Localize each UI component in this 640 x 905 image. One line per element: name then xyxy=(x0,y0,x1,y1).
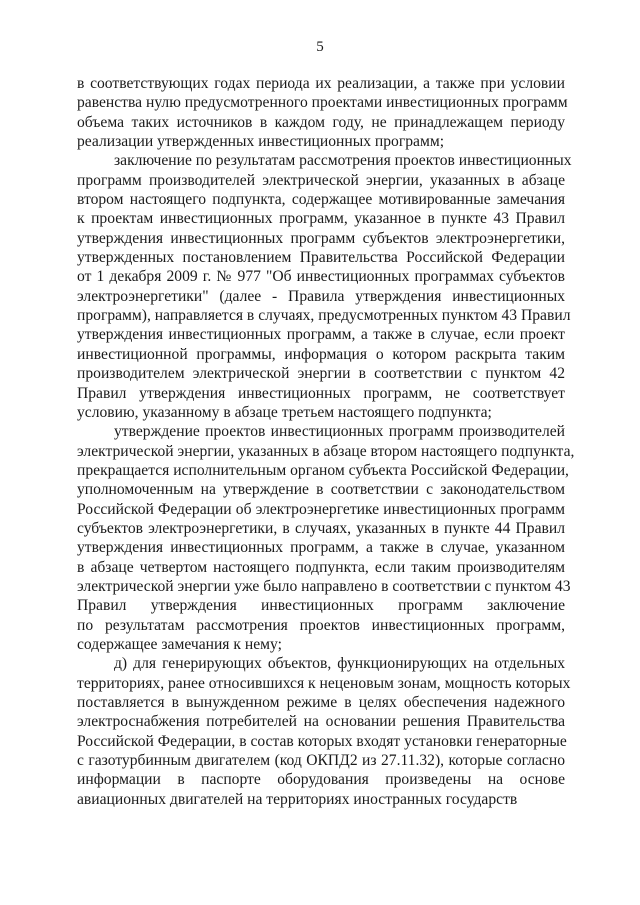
text-line: утверждение проектов инвестиционных программ производителей xyxy=(114,423,565,441)
text-line: программ), направляется в случаях, предусмотренных пунктом 43 Правил xyxy=(77,307,571,325)
paragraph-p2 xyxy=(77,151,572,422)
text-line: утверждения инвестиционных программ, а также в случае, указанном xyxy=(77,539,565,557)
text-line: электрической энергии, указанных в абзаце втором настоящего подпункта, xyxy=(77,442,575,460)
text-line: от 1 декабря 2009 г. № 977 "Об инвестиционных программах субъектов xyxy=(77,268,565,286)
text-line: поставляется в вынужденном режиме в целях обеспечения надежного xyxy=(77,694,565,711)
text-line: программ производителей электрической энергии, указанных в абзаце xyxy=(77,171,565,189)
paragraph-p4 xyxy=(77,654,571,809)
text-line: утвержденных постановлением Правительства Российской Федерации xyxy=(77,249,565,267)
text-line: Российской Федерации, в состав которых входят установки генераторные xyxy=(77,732,567,750)
text-line: Правил утверждения инвестиционных программ, не соответствует xyxy=(77,384,565,402)
text-line: по результатам рассмотрения проектов инвестиционных программ, xyxy=(77,616,565,634)
page-number: 5 xyxy=(316,39,324,55)
text-line: заключение по результатам рассмотрения проектов инвестиционных xyxy=(114,152,572,170)
text-line: электрической энергии уже было направлено в соответствии с пунктом 43 xyxy=(77,577,571,595)
text-line: втором настоящего подпункта, содержащее мотивированные замечания xyxy=(77,191,565,209)
text-line: Правил утверждения инвестиционных программ заключение xyxy=(77,597,565,615)
text-line: информации в паспорте оборудования произведены на основе xyxy=(77,771,565,789)
text-line: территориях, ранее относившихся к неценовым зонам, мощность которых xyxy=(77,674,571,692)
text-line: уполномоченным на утверждение в соответствии с законодательством xyxy=(77,481,565,499)
paragraph-p1 xyxy=(77,74,568,151)
text-line: д) для генерирующих объектов, функционирующих на отдельных xyxy=(114,655,565,673)
text-line: в соответствующих годах периода их реализации, а также при условии xyxy=(77,75,565,92)
text-line: реализации утвержденных инвестиционных программ; xyxy=(77,133,445,151)
text-line: производителем электрической энергии в соответствии с пунктом 42 xyxy=(77,365,565,383)
text-line: условию, указанному в абзаце третьем настоящего подпункта; xyxy=(77,403,492,421)
text-line: утверждения инвестиционных программ субъектов электроэнергетики, xyxy=(77,229,565,247)
text-line: авиационных двигателей на территориях иностранных государств xyxy=(77,790,518,808)
text-line: электроэнергетики" (далее - Правила утверждения инвестиционных xyxy=(77,287,565,305)
text-line: Российской Федерации об электроэнергетике инвестиционных программ xyxy=(77,500,565,518)
document-body xyxy=(77,74,575,809)
text-line: утверждения инвестиционных программ, а также в случае, если проект xyxy=(77,326,565,344)
text-line: объема таких источников в каждом году, не принадлежащем периоду xyxy=(77,113,565,131)
text-line: прекращается исполнительным органом субъекта Российской Федерации, xyxy=(77,461,569,479)
text-line: равенства нулю предусмотренного проектами инвестиционных программ xyxy=(77,94,568,112)
text-line: с газотурбинным двигателем (код ОКПД2 из 27.11.32), которые согласно xyxy=(77,752,565,770)
text-line: к проектам инвестиционных программ, указанное в пункте 43 Правил xyxy=(77,210,565,228)
text-line: содержащее замечания к нему; xyxy=(77,635,282,653)
text-line: инвестиционной программы, информация о котором раскрыта таким xyxy=(77,345,565,363)
paragraph-p3 xyxy=(77,422,575,654)
text-line: субъектов электроэнергетики, в случаях, указанных в пункте 44 Правил xyxy=(77,519,565,537)
text-line: электроснабжения потребителей на основании решения Правительства xyxy=(77,713,565,731)
text-line: в абзаце четвертом настоящего подпункта, если таким производителям xyxy=(77,558,565,576)
